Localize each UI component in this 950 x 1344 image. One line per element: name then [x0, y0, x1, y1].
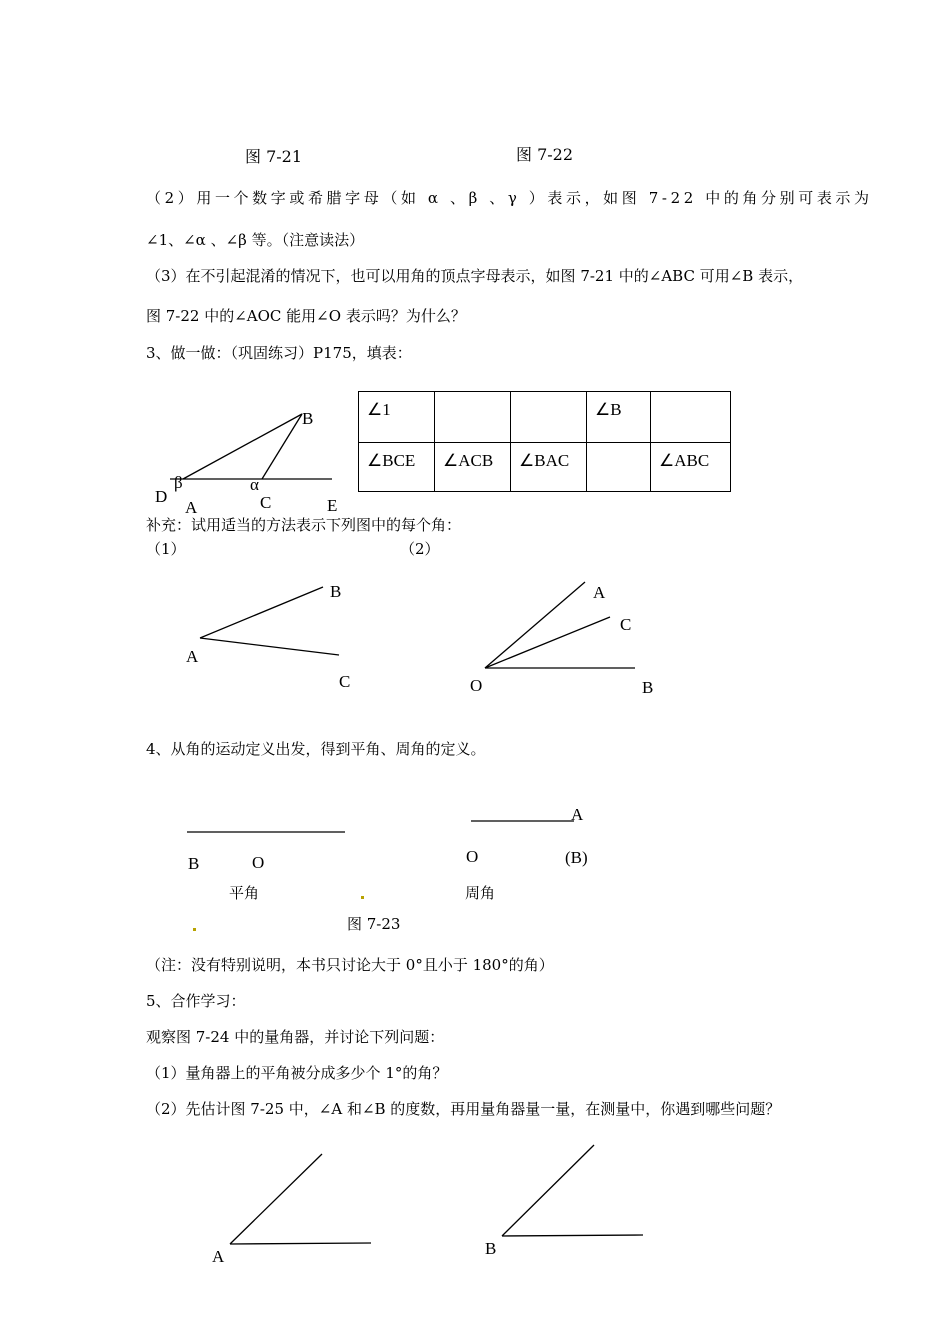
angle1-label-c: C [339, 672, 351, 691]
triangle-label-b: B [302, 409, 314, 428]
full-angle-label-o: O [466, 847, 479, 866]
triangle-label-beta: β [174, 473, 183, 492]
table-cell: ∠ABC [651, 443, 731, 492]
observe-text: 观察图 7-24 中的量角器，并讨论下列问题： [146, 1028, 445, 1046]
full-angle-label-b: (B) [565, 848, 588, 867]
sub-label-1: （1） [146, 540, 186, 558]
section-4-heading: 4、从角的运动定义出发，得到平角、周角的定义。 [146, 740, 486, 758]
table-cell: ∠ACB [435, 443, 511, 492]
section-5-heading: 5、合作学习： [146, 992, 246, 1010]
angle2-label-b: B [642, 678, 654, 697]
paragraph-2-line-1: （2）用一个数字或希腊字母（如 α 、β 、γ ）表示，如图 7-22 中的角分别可表示为 [146, 189, 873, 207]
angle-b-label: B [485, 1239, 497, 1258]
straight-angle-label-b: B [188, 854, 200, 873]
paragraph-3-line-2: 图 7-22 中的∠AOC 能用∠O 表示吗？为什么？ [146, 307, 466, 325]
note-text: （注：没有特别说明，本书只讨论大于 0°且小于 180°的角） [146, 956, 554, 974]
question-1: （1）量角器上的平角被分成多少个 1°的角？ [146, 1064, 448, 1082]
triangle-label-d: D [155, 487, 168, 506]
straight-angle-label-o: O [252, 853, 265, 872]
full-angle-label-a: A [571, 805, 584, 824]
table-cell: ∠B [587, 392, 651, 443]
section-3-heading: 3、做一做：（巩固练习）P175，填表： [146, 344, 412, 362]
triangle-label-a: A [185, 498, 198, 517]
sub-label-2: （2） [400, 540, 440, 558]
question-2: （2）先估计图 7-25 中，∠A 和∠B 的度数，再用量角器量一量，在测量中，你遇到哪些问题？ [146, 1100, 781, 1118]
triangle-label-c: C [260, 493, 272, 512]
triangle-label-alpha: α [250, 475, 259, 494]
paragraph-3-line-1: （3）在不引起混淆的情况下，也可以用角的顶点字母表示，如图 7-21 中的∠ABC 可用∠B 表示， [146, 267, 804, 285]
triangle-label-e: E [327, 496, 338, 515]
figure-caption-7-22: 图 7-22 [516, 145, 574, 164]
full-angle-caption: 周角 [465, 884, 496, 902]
angle2-label-a: A [593, 583, 606, 602]
paragraph-2-line-2: ∠1、∠α 、∠β 等。（注意读法） [146, 231, 365, 249]
angle-a-label: A [212, 1247, 225, 1266]
table-cell: ∠BCE [359, 443, 435, 492]
table-cell: ∠1 [359, 392, 435, 443]
angle2-label-o: O [470, 676, 483, 695]
supplement-text: 补充：试用适当的方法表示下列图中的每个角： [146, 516, 462, 534]
figure-caption-7-23: 图 7-23 [347, 915, 401, 933]
angle1-label-b: B [330, 582, 342, 601]
straight-angle-caption: 平角 [229, 884, 260, 902]
angle1-label-a: A [186, 647, 199, 666]
table-cell: ∠BAC [511, 443, 587, 492]
figure-caption-7-21: 图 7-21 [245, 147, 303, 166]
angle2-label-c: C [620, 615, 632, 634]
